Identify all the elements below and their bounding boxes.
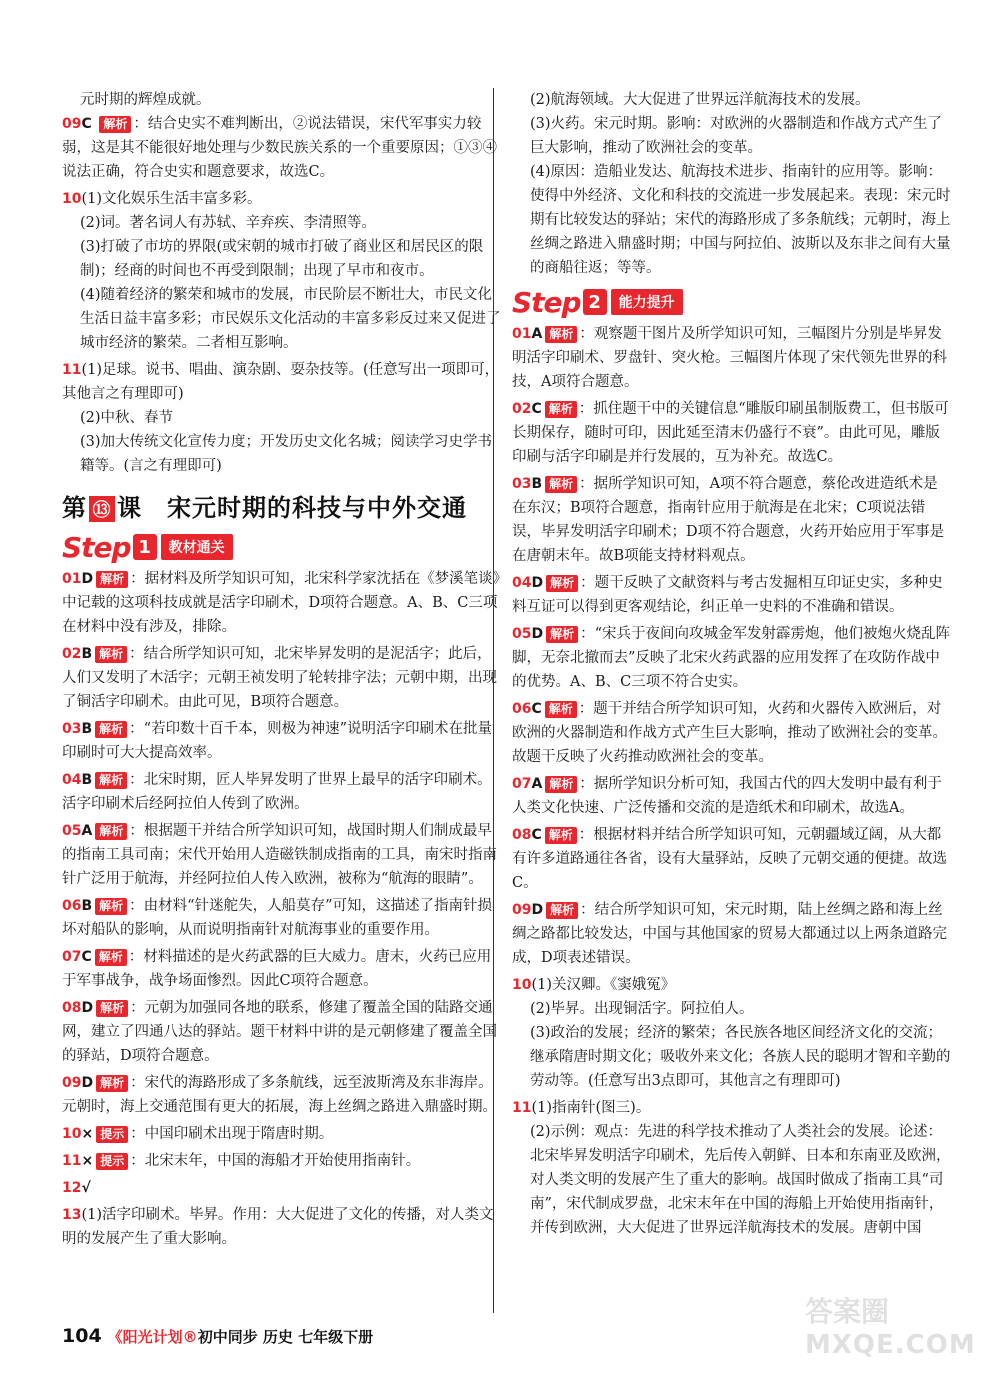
analysis-text: ：“若印数十百千本，则极为神速”说明活字印刷术在批量印刷时可大大提高效率。 [62,721,492,761]
analysis-tag: 解析 [545,476,577,493]
step-word: Step [512,285,581,319]
analysis-tag: 解析 [96,1075,128,1092]
step-number: 2 [583,289,607,315]
analysis-text: ：中国印刷术出现于隋唐时期。 [130,1126,334,1142]
answer-line: (3)政治的发展；经济的繁荣；各民族各地区间经济文化的交流；继承隋唐时期文化；吸收外来文化；各族人民的聪明才智和辛勤的劳动等。(任意写出3点即可，其他言之有理即可) [530,1025,951,1089]
step-number: 1 [133,534,157,560]
analysis-tag: 解析 [545,401,577,418]
answer-letter: D [81,571,94,587]
question-number: 08 [512,827,532,843]
answer-entry [62,945,502,993]
answer-letter: C [531,401,542,417]
answer-entry [62,642,502,714]
continuation-text: (4)原因：造船业发达、航海技术进步、指南针的应用等。影响：使得中外经济、文化和科技的交流进一步发展起来。表现：宋元时期有比较发达的驿站；宋代的海路形成了多条航线；元朝时，海上丝绸之路进入鼎盛时期；中国与阿拉伯、波斯以及东非之间有大量的商船往返；等等。 [530,164,951,276]
analysis-tag: 提示 [96,1153,128,1170]
analysis-text: (1)活字印刷术。毕昇。作用：大大促进了文化的传播，对人类文明的发展产生了重大影响。 [62,1207,494,1247]
page-number: 104 [62,1325,102,1347]
answer-entry [512,622,952,694]
step-word: Step [62,530,131,564]
answer-letter: × [81,1153,94,1169]
question-number: 12 [62,1180,82,1196]
answer-entry [62,1203,502,1251]
answer-letter: D [531,902,544,918]
question-number: 01 [62,571,82,587]
answer-list [512,322,952,970]
analysis-text: ：材料描述的是火药武器的巨大威力。唐末，火药已应用于军事战争，战争场面惨烈。因此C项符合题意。 [62,949,492,989]
answer-letter: C [531,701,542,717]
analysis-text: ：根据题干并结合所学知识可知，战国时期人们制成最早的指南工具司南；宋代开始用人造磁铁制成指南的工具，南宋时指南针广泛用于航海，并经阿拉伯人传入欧洲，被称为“航海的眼睛”。 [62,823,497,887]
answer-entry [512,322,952,394]
lesson-name: 课 宋元时期的科技与中外交通 [117,494,467,522]
analysis-tag: 解析 [545,776,577,793]
answer-line: (1)文化娱乐生活丰富多彩。 [81,191,262,207]
answer-entry [62,112,502,184]
analysis-tag: 解析 [545,326,577,343]
analysis-text: ：据材料及所学知识可知，北宋科学家沈括在《梦溪笔谈》中记载的这项科技成就是活字印刷术，D项符合题意。A、B、C三项在材料中没有涉及，排除。 [62,571,500,635]
analysis-tag: 解析 [545,827,577,844]
answer-entry [512,571,952,619]
question-number: 11 [62,1153,82,1169]
answer-entry [62,567,502,639]
lesson-prefix: 第 [62,494,87,522]
answer-letter: D [81,1000,94,1016]
answer-line: (2)毕昇。出现铜活字。阿拉伯人。 [530,1001,754,1017]
question-number: 13 [62,1207,82,1223]
step-2-header [512,286,952,318]
book-brand: 《阳光计划® [107,1328,198,1346]
analysis-tag: 解析 [96,1000,128,1017]
analysis-text: ：由材料“针迷舵失，人船莫存”可知，这描述了指南针损坏对船队的影响，从而说明指南针对航海事业的重要作用。 [62,898,492,938]
watermark-url: MXQE.COM [805,1330,976,1360]
step-1-header [62,531,502,563]
question-number: 10 [62,1126,82,1142]
question-number: 07 [62,949,82,965]
analysis-text: ：题干反映了文献资料与考古发掘相互印证史实，多种史料互证可以得到更客观结论，纠正单一史料的不准确和错误。 [512,575,943,615]
answer-entry [512,772,952,820]
answer-letter: C [531,827,542,843]
answer-entry [62,894,502,942]
analysis-text: ：据所学知识可知，A项不符合题意，蔡伦改进造纸术是在东汉；B项符合题意，指南针应用于航海是在北宋；C项说法错误，毕昇发明活字印刷术；D项不符合题意，火药开始应用于军事是在唐朝末年。故B项能支持材料观点。 [512,476,945,564]
answer-line: (3)加大传统文化宣传力度；开发历史文化名城；阅读学习史学书籍等。(言之有理即可) [80,434,493,474]
analysis-tag: 解析 [545,701,577,718]
answer-letter: B [81,898,93,914]
answer-entry [62,819,502,891]
answer-entry [62,1122,502,1146]
question-number: 11 [512,1100,532,1116]
continuation-text: (3)火药。宋元时期。影响：对欧洲的火器制造和作战方式产生了巨大影响，推动了欧洲社会的变革。 [530,116,943,156]
answer-entry [512,898,952,970]
analysis-tag: 解析 [95,898,127,915]
question-number: 11 [62,362,82,378]
analysis-text: ：结合所学知识可知，宋元时期，陆上丝绸之路和海上丝绸之路都比较发达，中国与其他国家的贸易大都通过以上两条道路完成，D项表述错误。 [512,902,947,966]
answer-letter: C [81,116,92,132]
page-footer [62,1325,373,1347]
analysis-tag: 提示 [96,1126,128,1143]
answer-entry [62,187,502,355]
question-number: 05 [512,626,532,642]
question-number: 08 [62,1000,82,1016]
answer-letter: B [81,721,93,737]
answer-entry [62,1176,502,1200]
question-number: 04 [512,575,532,591]
answer-line: (1)指南针(图三)。 [531,1100,651,1116]
analysis-text: ：根据材料并结合所学知识可知，元朝疆域辽阔，从大都有许多道路通往各省，设有大量驿站，反映了元朝交通的便捷。故选C。 [512,827,947,891]
analysis-text: ：观察题干图片及所学知识可知，三幅图片分别是毕昇发明活字印刷术、罗盘针、突火枪。三幅图片体现了宋代领先世界的科技，A项符合题意。 [512,326,947,390]
step-title: 能力提升 [611,289,683,315]
question-number: 01 [512,326,532,342]
continuation-text: (2)航海领域。大大促进了世界远洋航海技术的发展。 [530,92,870,108]
answer-letter: A [81,823,93,839]
answer-entry [512,697,952,769]
analysis-tag: 解析 [546,626,578,643]
answer-letter: C [81,949,92,965]
continuation-text: 元时期的辉煌成就。 [80,92,211,108]
question-number: 07 [512,776,532,792]
answer-letter: √ [81,1180,91,1196]
analysis-text: ：北宋末年，中国的海船才开始使用指南针。 [130,1153,421,1169]
question-number: 03 [62,721,82,737]
analysis-text: ：据所学知识分析可知，我国古代的四大发明中最有利于人类文化快速、广泛传播和交流的是造纸术和印刷术，故选A。 [512,776,942,816]
answer-letter: A [531,776,543,792]
answer-entry [512,397,952,469]
question-number: 10 [512,977,532,993]
analysis-tag: 解析 [546,575,578,592]
question-number: 06 [62,898,82,914]
answer-entry [62,358,502,478]
question-number: 09 [62,116,82,132]
answer-line: (3)打破了市坊的界限(或宋朝的城市打破了商业区和居民区的限制)；经商的时间也不再受到限制；出现了早市和夜市。 [80,239,484,279]
answer-entry [62,717,502,765]
answer-entry [512,472,952,568]
answer-line: (2)中秋、春节 [80,410,174,426]
answer-letter: D [81,1075,94,1091]
analysis-text: ：宋代的海路形成了多条航线，远至波斯湾及东非海岸。元朝时，海上交通范围有更大的拓展，海上丝绸之路进入鼎盛时期。 [62,1075,497,1115]
watermark-text: 答案圈 [805,1295,890,1328]
analysis-text: ：结合史实不难判断出，②说法错误，宋代军事实力较弱，这是其不能很好地处理与少数民族关系的一个重要原因；①③④说法正确，符合史实和题意要求，故选C。 [62,116,497,180]
question-number: 02 [62,646,82,662]
question-number: 02 [512,401,532,417]
question-number: 06 [512,701,532,717]
book-subtitle: 初中同步 历史 七年级下册 [197,1328,374,1346]
analysis-tag: 解析 [95,721,127,738]
answer-line: (2)示例：观点：先进的科学技术推动了人类社会的发展。论述：北宋毕昇发明活字印刷术，先后传入朝鲜、日本和东南亚及欧洲，对人类文明的发展产生了重大的影响。战国时做成了指南工具“司南”，宋代制成罗盘，北宋末年在中国的海船上开始使用指南针，并传到欧洲，大大促进了世界远洋航海技术的发展。唐朝中国 [530,1124,951,1236]
analysis-tag: 解析 [99,116,131,133]
answer-letter: B [531,476,543,492]
answer-entry [512,1096,952,1240]
question-number: 03 [512,476,532,492]
answer-list [62,567,502,1251]
lesson-title [62,488,502,523]
analysis-tag: 解析 [95,646,127,663]
watermark-logo [805,1290,985,1365]
answer-entry [62,996,502,1068]
answer-line: (1)关汉卿。《窦娥冤》 [531,977,676,993]
analysis-tag: 解析 [96,571,128,588]
left-column [62,88,502,1254]
answer-letter: D [531,626,544,642]
analysis-tag: 解析 [95,772,127,789]
analysis-text: ：元朝为加强同各地的联系，修建了覆盖全国的陆路交通网，建立了四通八达的驿站。题干材料中讲的是元朝修建了覆盖全国的驿站，D项符合题意。 [62,1000,497,1064]
answer-letter: D [531,575,544,591]
step-title: 教材通关 [161,534,233,560]
answer-entry [512,823,952,895]
answer-entry [62,768,502,816]
question-number: 05 [62,823,82,839]
answer-line: (1)足球。说书、唱曲、演杂剧、耍杂技等。(任意写出一项即可，其他言之有理即可) [62,362,500,402]
lesson-number: ⑬ [89,496,115,522]
answer-letter: × [81,1126,94,1142]
question-number: 10 [62,191,82,207]
answer-entry [62,1071,502,1119]
answer-line: (2)词。著名词人有苏轼、辛弃疾、李清照等。 [80,215,377,231]
question-number: 04 [62,772,82,788]
answer-entry [62,1149,502,1173]
analysis-text: ：抓住题干中的关键信息“雕版印刷虽制版费工，但书版可长期保存，随时可印，因此延至清末仍盛行不衰”。由此可见，雕版印刷与活字印刷是并行发展的，互为补充。故选C。 [512,401,949,465]
analysis-text: ：结合所学知识可知，北宋毕昇发明的是泥活字；此后，人们又发明了木活字；元朝王祯发明了轮转排字法；元朝中期，出现了铜活字印刷术。由此可见，B项符合题意。 [62,646,497,710]
analysis-text: ：题干并结合所学知识可知，火药和火器传入欧洲后，对欧洲的火器制造和作战方式产生巨大影响，推动了欧洲社会的变革。故题干反映了火药推动欧洲社会的变革。 [512,701,947,765]
question-number: 09 [62,1075,82,1091]
answer-line: (4)随着经济的繁荣和城市的发展，市民阶层不断壮大，市民文化生活日益丰富多彩；市民娱乐文化活动的丰富多彩反过来又促进了城市经济的繁荣。二者相互影响。 [80,287,501,351]
question-number: 09 [512,902,532,918]
answer-letter: B [81,772,93,788]
analysis-tag: 解析 [95,823,127,840]
analysis-tag: 解析 [95,949,127,966]
right-column [512,88,952,1243]
answer-letter: A [531,326,543,342]
analysis-text: ：北宋时期，匠人毕昇发明了世界上最早的活字印刷术。活字印刷术后经阿拉伯人传到了欧洲。 [62,772,492,812]
answer-letter: B [81,646,93,662]
analysis-text: ：“宋兵于夜间向攻城金军发射霹雳炮，他们被炮火烧乱阵脚，无奈北撤而去”反映了北宋火药武器的应用发挥了在攻防作战中的优势。A、B、C三项不符合史实。 [512,626,951,690]
analysis-tag: 解析 [546,902,578,919]
answer-entry [512,973,952,1093]
